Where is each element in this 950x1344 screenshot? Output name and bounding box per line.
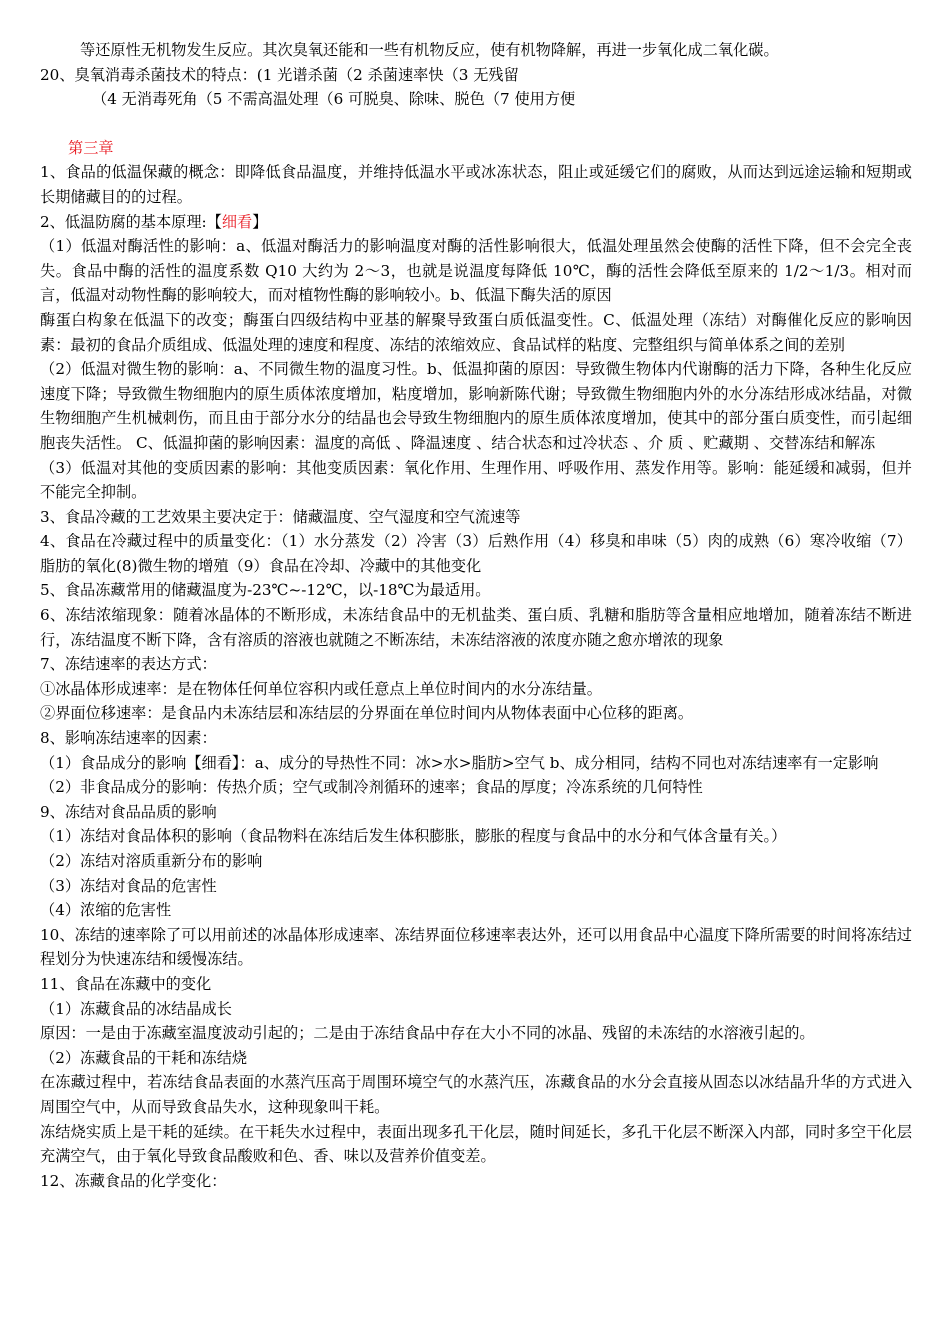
- paragraph: 12、冻藏食品的化学变化：: [40, 1171, 227, 1190]
- heading-suffix: 】: [252, 212, 268, 231]
- paragraph: ①冰晶体形成速率：是在物体任何单位容积内或任意点上单位时间内的水分冻结量。: [40, 679, 602, 698]
- intro-line-2: 20、臭氧消毒杀菌技术的特点：(1 光谱杀菌（2 杀菌速率快（3 无残留: [40, 65, 519, 84]
- note-mark: 细看: [221, 212, 253, 231]
- paragraph: 在冻藏过程中，若冻结食品表面的水蒸汽压高于周围环境空气的水蒸汽压，冻藏食品的水分会直接从固态以冰结晶升华的方式进入周围空气中，从而导致食品失水，这种现象叫干耗。: [40, 1073, 912, 1116]
- paragraph: ②界面位移速率：是食品内未冻结层和冻结层的分界面在单位时间内从物体表面中心位移的距离。: [40, 704, 694, 723]
- intro-line-1: 等还原性无机物发生反应。其次臭氧还能和一些有机物反应，使有机物降解，再进一步氧化成二氧化碳。: [80, 41, 779, 59]
- paragraph: （3）低温对其他的变质因素的影响：其他变质因素：氧化作用、生理作用、呼吸作用、蒸发作用等。影响：能延缓和减弱，但并不能完全抑制。: [40, 458, 912, 502]
- paragraph: 3、食品冷藏的工艺效果主要决定于：储藏温度、空气湿度和空气流速等: [40, 507, 521, 526]
- document-page: [40, 38, 912, 1193]
- paragraph: 1、食品的低温保藏的概念：即降低食品温度，并维持低温水平或冰冻状态，阻止或延缓它们的腐败，从而达到远途运输和短期或长期储藏目的的过程。: [40, 163, 912, 206]
- paragraph: （1）冻藏食品的冰结晶成长: [40, 999, 232, 1018]
- paragraph: 8、影响冻结速率的因素：: [40, 729, 217, 748]
- paragraph: 原因：一是由于冻藏室温度波动引起的；二是由于冻结食品中存在大小不同的冰晶、残留的未冻结的水溶液引起的。: [40, 1024, 815, 1043]
- paragraph: （2）非食品成分的影响：传热介质；空气或制冷剂循环的速率；食品的厚度；冷冻系统的几何特性: [40, 778, 703, 797]
- paragraph: （3）冻结对食品的危害性: [40, 876, 217, 895]
- paragraph: （2）低温对微生物的影响：a、不同微生物的温度习性。b、低温抑菌的原因：导致微生物体内代谢酶的活力下降，各种生化反应速度下降；导致微生物细胞内的原生质体浓度增加，粘度增加，影响新陈代谢；导致微生物细胞内外的水分冻结形成冰结晶，对微生物细胞产生机械刺伤，而且由于部分水分的结晶也会导致生物细胞内的原生质体浓度增加，使其中的部分蛋白质变性，而引起细胞丧失活性。 C、低温抑菌的影响因素：温度的高低 、降温速度 、结合状态和过冷状态 、介 质 、贮藏期 、交替冻结和解冻: [40, 360, 912, 452]
- paragraph-principle-heading: [40, 210, 912, 235]
- paragraph: （1）食品成分的影响【细看】：a、成分的导热性不同：冰>水>脂肪>空气 b、成分相同，结构不同也对冻结速率有一定影响: [40, 753, 879, 772]
- paragraph: （2）冻结对溶质重新分布的影响: [40, 852, 263, 870]
- paragraph: （1）冻结对食品体积的影响（食品物料在冻结后发生体积膨胀，膨胀的程度与食品中的水分和气体含量有关。）: [40, 827, 787, 846]
- paragraph: （2）冻藏食品的干耗和冻结烧: [40, 1048, 248, 1067]
- paragraph: 11、食品在冻藏中的变化: [40, 974, 212, 993]
- paragraph: 5、食品冻藏常用的储藏温度为-23℃~-12℃，以-18℃为最适用。: [40, 581, 491, 600]
- paragraph: （1）低温对酶活性的影响：a、低温对酶活力的影响温度对酶的活性影响很大，低温处理虽然会使酶的活性下降，但不会完全丧失。食品中酶的活性的温度系数 Q10 大约为 2～3，也就是说温度每降低 10℃，酶的活性会降低至原来的 1/2～1/3。相对而言，低温对动物性酶的影响较大，而对植物性酶的影响较小。b、低温下酶失活的原因: [40, 237, 912, 305]
- heading-prefix: 2、低温防腐的基本原理:【: [40, 212, 222, 231]
- paragraph: 10、冻结的速率除了可以用前述的冰晶体形成速率、冻结界面位移速率表达外，还可以用食品中心温度下降所需要的时间将冻结过程划分为快速冻结和缓慢冻结。: [40, 925, 912, 969]
- paragraph: 冻结烧实质上是干耗的延续。在干耗失水过程中，表面出现多孔干化层，随时间延长，多孔干化层不断深入内部，同时多空干化层充满空气，由于氧化导致食品酸败和色、香、味以及营养价值变差。: [40, 1122, 912, 1166]
- paragraph: 7、冻结速率的表达方式：: [40, 655, 217, 674]
- paragraph: （4）浓缩的危害性: [40, 901, 172, 920]
- intro-line-3: （4 无消毒死角（5 不需高温处理（6 可脱臭、除味、脱色（7 使用方便: [92, 90, 576, 109]
- chapter-title: 第三章: [68, 138, 114, 157]
- spacer: [40, 112, 912, 136]
- paragraph: 6、冻结浓缩现象：随着冰晶体的不断形成，未冻结食品中的无机盐类、蛋白质、乳糖和脂肪等含量相应地增加，随着冻结不断进行，冻结温度不断下降，含有溶质的溶液也就随之不断冻结，未冻结溶液的浓度亦随之愈亦增浓的现象: [40, 606, 912, 649]
- paragraph: 9、冻结对食品品质的影响: [40, 802, 217, 821]
- paragraph: 4、食品在冷藏过程中的质量变化：（1）水分蒸发（2）冷害（3）后熟作用（4）移臭和串味（5）肉的成熟（6）寒冷收缩（7）脂肪的氧化(8)微生物的增殖（9）食品在冷却、冷藏中的其他变化: [40, 532, 912, 575]
- paragraph: 酶蛋白构象在低温下的改变；酶蛋白四级结构中亚基的解聚导致蛋白质低温变性。C、低温处理（冻结）对酶催化反应的影响因素：最初的食品介质组成、低温处理的速度和程度、冻结的浓缩效应、食品试样的粘度、完整组织与简单体系之间的差别: [40, 310, 912, 354]
